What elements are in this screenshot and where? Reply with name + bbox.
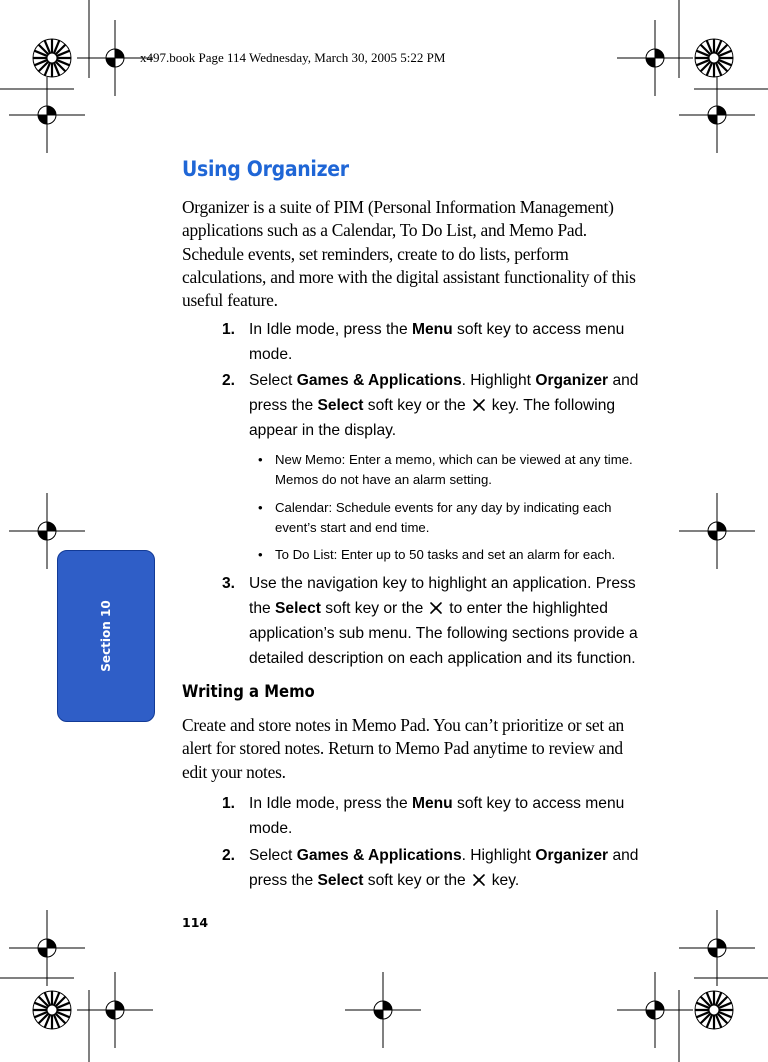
list-item: 3. Use the navigation key to highlight an application. Press the Select soft key or the to enter the highlighted application’s sub menu. The following sections provide a detailed description on each application and its function. xyxy=(222,575,638,667)
registration-mark-icon xyxy=(679,77,755,153)
registration-mark-icon xyxy=(617,20,693,96)
registration-mark-icon xyxy=(9,910,85,986)
list-item: • New Memo: Enter a memo, which can be viewed at any time. Memos do not have an alarm setting. xyxy=(258,452,633,487)
page-number: 114 xyxy=(182,915,209,930)
memo-paragraph: Create and store notes in Memo Pad. You can’t prioritize or set an alert for stored notes. Return to Memo Pad anytime to review and edit your notes. xyxy=(182,715,624,782)
section-heading: Writing a Memo xyxy=(182,682,315,701)
registration-mark-icon xyxy=(77,972,153,1048)
page-title: Using Organizer xyxy=(182,157,349,181)
section-tab xyxy=(57,550,155,722)
print-header-stamp: x497.book Page 114 Wednesday, March 30, 2005 5:22 PM xyxy=(140,50,446,65)
select-key-icon xyxy=(472,873,486,887)
color-wheel-icon xyxy=(33,991,71,1029)
list-item: • To Do List: Enter up to 50 tasks and set an alarm for each. xyxy=(258,547,616,562)
registration-mark-icon xyxy=(679,493,755,569)
list-item: 2. Select Games & Applications. Highlight Organizer and press the Select soft key or the key. xyxy=(222,847,639,889)
color-wheel-icon xyxy=(695,991,733,1029)
registration-mark-icon xyxy=(9,77,85,153)
color-wheel-icon xyxy=(695,39,733,77)
registration-mark-icon xyxy=(679,910,755,986)
section-tab-label: Section 10 xyxy=(99,600,113,672)
select-key-icon xyxy=(472,398,486,412)
select-key-icon xyxy=(429,601,443,615)
intro-paragraph: Organizer is a suite of PIM (Personal Information Management) applications such as a Calendar, To Do List, and Memo Pad. Schedule events, set reminders, create to do lists, perform calculations, and more with the digital assistant functionality of this useful feature. xyxy=(182,197,636,311)
list-item: 1. In Idle mode, press the Menu soft key to access menu mode. xyxy=(222,795,625,837)
color-wheel-icon xyxy=(33,39,71,77)
list-item: 1. In Idle mode, press the Menu soft key to access menu mode. xyxy=(222,321,625,363)
registration-mark-icon xyxy=(617,972,693,1048)
list-item: • Calendar: Schedule events for any day by indicating each event’s start and end time. xyxy=(258,500,612,535)
registration-mark-icon xyxy=(345,972,421,1048)
list-item: 2. Select Games & Applications. Highlight Organizer and press the Select soft key or the key. The following appear in the display. xyxy=(222,372,639,439)
